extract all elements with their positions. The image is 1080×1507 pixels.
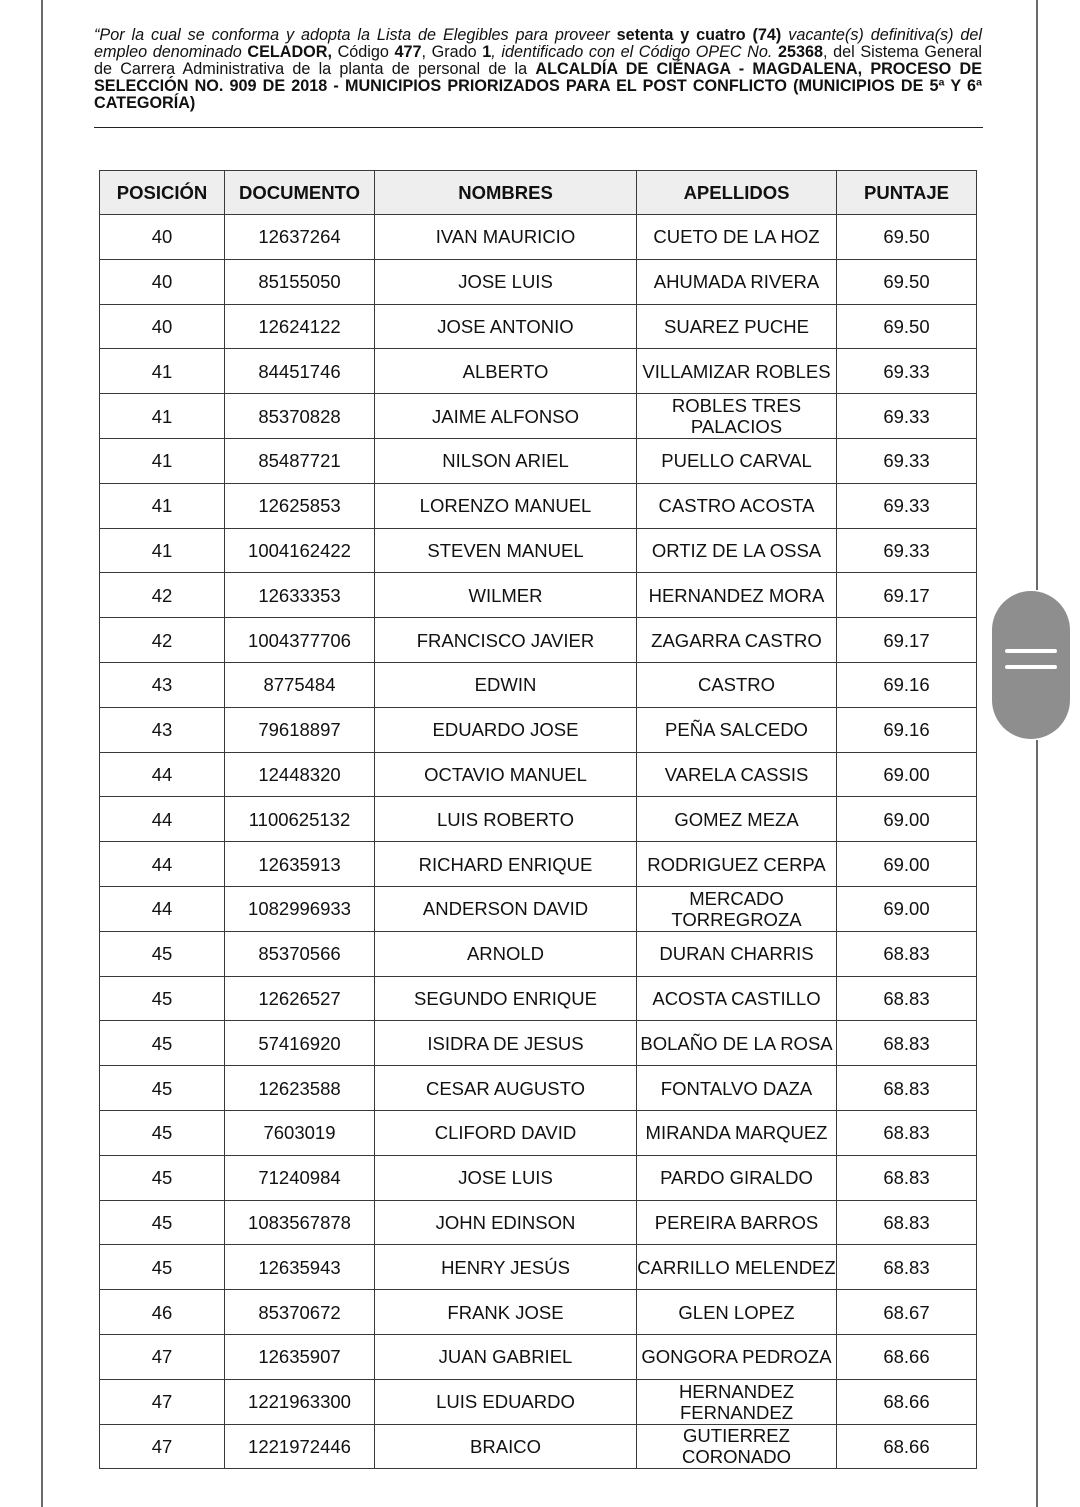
cell-apellidos: VILLAMIZAR ROBLES	[637, 349, 837, 394]
cell-nombres: WILMER	[375, 573, 637, 618]
cell-apellidos: BOLAÑO DE LA ROSA	[637, 1021, 837, 1066]
title-segment: CELADOR,	[247, 43, 332, 61]
cell-puntaje: 68.83	[837, 1110, 977, 1155]
table-row	[100, 707, 977, 752]
cell-posicion: 45	[100, 931, 225, 976]
cell-nombres: IVAN MAURICIO	[375, 215, 637, 260]
cell-documento: 79618897	[225, 707, 375, 752]
cell-puntaje: 69.00	[837, 842, 977, 887]
cell-nombres: LUIS EDUARDO	[375, 1379, 637, 1424]
table-row	[100, 1066, 977, 1111]
page-left-border	[41, 0, 43, 1507]
cell-puntaje: 69.00	[837, 886, 977, 931]
cell-puntaje: 68.83	[837, 1200, 977, 1245]
title-segment: ALCALDÍA DE CIÉNAGA - MAGDALENA, PROCESO DE SELECCIÓN NO. 909 DE 2018 - MUNICIPIOS PRIORIZADOS PARA EL POST CONFLICTO (MUNICIPIOS DE 5ª Y 6ª CATEGORÍA)	[94, 60, 982, 112]
cell-puntaje: 69.33	[837, 438, 977, 483]
cell-posicion: 40	[100, 215, 225, 260]
cell-nombres: LUIS ROBERTO	[375, 797, 637, 842]
cell-documento: 12635943	[225, 1245, 375, 1290]
cell-puntaje: 68.83	[837, 1066, 977, 1111]
cell-documento: 1221963300	[225, 1379, 375, 1424]
cell-puntaje: 69.50	[837, 304, 977, 349]
cell-apellidos: CUETO DE LA HOZ	[637, 215, 837, 260]
cell-nombres: CESAR AUGUSTO	[375, 1066, 637, 1111]
cell-nombres: JUAN GABRIEL	[375, 1334, 637, 1379]
cell-documento: 12623588	[225, 1066, 375, 1111]
table-row	[100, 259, 977, 304]
table-row	[100, 1379, 977, 1424]
cell-apellidos: AHUMADA RIVERA	[637, 259, 837, 304]
cell-apellidos: MIRANDA MARQUEZ	[637, 1110, 837, 1155]
cell-documento: 7603019	[225, 1110, 375, 1155]
cell-puntaje: 69.17	[837, 573, 977, 618]
table-row	[100, 797, 977, 842]
cell-apellidos: PARDO GIRALDO	[637, 1155, 837, 1200]
cell-documento: 1221972446	[225, 1424, 375, 1469]
column-header-posicion: POSICIÓN	[100, 171, 225, 215]
title-segment: setenta y cuatro (74)	[616, 26, 782, 44]
cell-nombres: FRANCISCO JAVIER	[375, 618, 637, 663]
cell-posicion: 44	[100, 886, 225, 931]
cell-documento: 1004162422	[225, 528, 375, 573]
table-row	[100, 349, 977, 394]
cell-posicion: 46	[100, 1290, 225, 1335]
cell-puntaje: 69.33	[837, 483, 977, 528]
table-row	[100, 394, 977, 439]
cell-puntaje: 68.83	[837, 1021, 977, 1066]
cell-documento: 1083567878	[225, 1200, 375, 1245]
table-row	[100, 1155, 977, 1200]
grip-line-bottom	[1005, 665, 1057, 669]
cell-apellidos: DURAN CHARRIS	[637, 931, 837, 976]
cell-nombres: SEGUNDO ENRIQUE	[375, 976, 637, 1021]
table-row	[100, 1424, 977, 1469]
cell-apellidos: PEÑA SALCEDO	[637, 707, 837, 752]
title-segment: Código	[331, 43, 395, 61]
cell-documento: 85487721	[225, 438, 375, 483]
cell-apellidos: RODRIGUEZ CERPA	[637, 842, 837, 887]
eligibles-table	[99, 170, 977, 1469]
cell-puntaje: 68.83	[837, 1155, 977, 1200]
cell-nombres: LORENZO MANUEL	[375, 483, 637, 528]
cell-posicion: 41	[100, 483, 225, 528]
cell-puntaje: 68.66	[837, 1424, 977, 1469]
cell-puntaje: 68.66	[837, 1334, 977, 1379]
cell-documento: 84451746	[225, 349, 375, 394]
cell-apellidos: GUTIERREZ CORONADO	[637, 1424, 837, 1469]
cell-documento: 85370566	[225, 931, 375, 976]
table-row	[100, 528, 977, 573]
table-row	[100, 886, 977, 931]
cell-nombres: ANDERSON DAVID	[375, 886, 637, 931]
table-row	[100, 1334, 977, 1379]
cell-apellidos: GONGORA PEDROZA	[637, 1334, 837, 1379]
cell-documento: 12635907	[225, 1334, 375, 1379]
cell-puntaje: 68.67	[837, 1290, 977, 1335]
cell-nombres: JOSE ANTONIO	[375, 304, 637, 349]
table-row	[100, 976, 977, 1021]
cell-apellidos: ACOSTA CASTILLO	[637, 976, 837, 1021]
cell-puntaje: 69.16	[837, 662, 977, 707]
cell-documento: 12448320	[225, 752, 375, 797]
cell-documento: 85155050	[225, 259, 375, 304]
cell-puntaje: 69.16	[837, 707, 977, 752]
cell-apellidos: FONTALVO DAZA	[637, 1066, 837, 1111]
cell-apellidos: ORTIZ DE LA OSSA	[637, 528, 837, 573]
cell-apellidos: ROBLES TRES PALACIOS	[637, 394, 837, 439]
table-row	[100, 483, 977, 528]
title-segment: , Grado	[421, 43, 483, 61]
table-header-row	[100, 171, 977, 215]
cell-posicion: 44	[100, 752, 225, 797]
column-header-documento: DOCUMENTO	[225, 171, 375, 215]
cell-posicion: 41	[100, 438, 225, 483]
cell-apellidos: CARRILLO MELENDEZ	[637, 1245, 837, 1290]
table-row	[100, 752, 977, 797]
cell-nombres: STEVEN MANUEL	[375, 528, 637, 573]
cell-puntaje: 69.33	[837, 349, 977, 394]
title-segment: 477	[394, 43, 422, 61]
cell-posicion: 40	[100, 259, 225, 304]
cell-documento: 12626527	[225, 976, 375, 1021]
cell-documento: 1100625132	[225, 797, 375, 842]
header-divider	[94, 127, 983, 128]
table-row	[100, 931, 977, 976]
cell-apellidos: SUAREZ PUCHE	[637, 304, 837, 349]
cell-nombres: EDWIN	[375, 662, 637, 707]
table-row	[100, 1021, 977, 1066]
table-row	[100, 1200, 977, 1245]
table-row	[100, 1110, 977, 1155]
title-segment: “Por la cual se conforma y adopta la Lista de Elegibles para proveer	[94, 26, 617, 44]
page-right-border	[1036, 0, 1038, 590]
column-header-puntaje: PUNTAJE	[837, 171, 977, 215]
cell-documento: 1004377706	[225, 618, 375, 663]
cell-posicion: 43	[100, 662, 225, 707]
cell-apellidos: CASTRO	[637, 662, 837, 707]
page-right-border-lower	[1036, 740, 1038, 1507]
cell-puntaje: 69.17	[837, 618, 977, 663]
cell-documento: 85370828	[225, 394, 375, 439]
cell-nombres: CLIFORD DAVID	[375, 1110, 637, 1155]
cell-posicion: 45	[100, 1155, 225, 1200]
cell-posicion: 43	[100, 707, 225, 752]
cell-posicion: 45	[100, 1245, 225, 1290]
title-segment: 25368	[777, 43, 823, 61]
cell-puntaje: 69.50	[837, 215, 977, 260]
cell-nombres: JOSE LUIS	[375, 259, 637, 304]
column-header-nombres: NOMBRES	[375, 171, 637, 215]
cell-posicion: 44	[100, 797, 225, 842]
cell-nombres: EDUARDO JOSE	[375, 707, 637, 752]
table-row	[100, 618, 977, 663]
cell-nombres: BRAICO	[375, 1424, 637, 1469]
cell-documento: 1082996933	[225, 886, 375, 931]
table-row	[100, 842, 977, 887]
grip-line-top	[1005, 649, 1057, 653]
cell-apellidos: HERNANDEZ MORA	[637, 573, 837, 618]
cell-posicion: 45	[100, 976, 225, 1021]
cell-apellidos: CASTRO ACOSTA	[637, 483, 837, 528]
cell-documento: 12635913	[225, 842, 375, 887]
scroll-handle[interactable]	[992, 591, 1070, 739]
title-segment: 1	[482, 43, 492, 61]
cell-documento: 8775484	[225, 662, 375, 707]
cell-puntaje: 69.33	[837, 528, 977, 573]
cell-documento: 12637264	[225, 215, 375, 260]
cell-puntaje: 69.50	[837, 259, 977, 304]
cell-posicion: 45	[100, 1066, 225, 1111]
cell-nombres: ARNOLD	[375, 931, 637, 976]
cell-apellidos: GLEN LOPEZ	[637, 1290, 837, 1335]
cell-nombres: JAIME ALFONSO	[375, 394, 637, 439]
cell-nombres: RICHARD ENRIQUE	[375, 842, 637, 887]
cell-posicion: 42	[100, 573, 225, 618]
cell-documento: 12625853	[225, 483, 375, 528]
cell-apellidos: HERNANDEZ FERNANDEZ	[637, 1379, 837, 1424]
resolution-title	[94, 27, 982, 112]
cell-puntaje: 68.83	[837, 976, 977, 1021]
cell-posicion: 47	[100, 1379, 225, 1424]
table-row	[100, 438, 977, 483]
cell-posicion: 41	[100, 528, 225, 573]
cell-documento: 71240984	[225, 1155, 375, 1200]
cell-posicion: 40	[100, 304, 225, 349]
cell-posicion: 44	[100, 842, 225, 887]
cell-posicion: 41	[100, 394, 225, 439]
cell-nombres: FRANK JOSE	[375, 1290, 637, 1335]
table-row	[100, 215, 977, 260]
cell-apellidos: GOMEZ MEZA	[637, 797, 837, 842]
table-row	[100, 573, 977, 618]
cell-puntaje: 69.33	[837, 394, 977, 439]
cell-posicion: 45	[100, 1021, 225, 1066]
cell-nombres: NILSON ARIEL	[375, 438, 637, 483]
title-segment: , identificado con el Código OPEC No.	[491, 43, 778, 61]
cell-apellidos: PUELLO CARVAL	[637, 438, 837, 483]
cell-posicion: 47	[100, 1424, 225, 1469]
cell-nombres: JOHN EDINSON	[375, 1200, 637, 1245]
table-row	[100, 1290, 977, 1335]
cell-puntaje: 69.00	[837, 797, 977, 842]
cell-posicion: 41	[100, 349, 225, 394]
cell-nombres: HENRY JESÚS	[375, 1245, 637, 1290]
cell-nombres: ISIDRA DE JESUS	[375, 1021, 637, 1066]
cell-apellidos: PEREIRA BARROS	[637, 1200, 837, 1245]
cell-nombres: ALBERTO	[375, 349, 637, 394]
cell-posicion: 45	[100, 1110, 225, 1155]
cell-nombres: JOSE LUIS	[375, 1155, 637, 1200]
cell-documento: 12633353	[225, 573, 375, 618]
cell-documento: 85370672	[225, 1290, 375, 1335]
title-segment: , del Sistema General de Carrera Administrativa de la planta de personal de la	[94, 43, 982, 78]
column-header-apellidos: APELLIDOS	[637, 171, 837, 215]
cell-posicion: 47	[100, 1334, 225, 1379]
cell-apellidos: VARELA CASSIS	[637, 752, 837, 797]
cell-puntaje: 68.66	[837, 1379, 977, 1424]
cell-apellidos: ZAGARRA CASTRO	[637, 618, 837, 663]
cell-puntaje: 68.83	[837, 1245, 977, 1290]
cell-nombres: OCTAVIO MANUEL	[375, 752, 637, 797]
cell-puntaje: 69.00	[837, 752, 977, 797]
cell-apellidos: MERCADO TORREGROZA	[637, 886, 837, 931]
title-segment: vacante(s) definitiva(s) del empleo denominado	[94, 26, 982, 61]
cell-puntaje: 68.83	[837, 931, 977, 976]
table-row	[100, 1245, 977, 1290]
cell-posicion: 42	[100, 618, 225, 663]
cell-documento: 12624122	[225, 304, 375, 349]
table-row	[100, 662, 977, 707]
table-row	[100, 304, 977, 349]
cell-posicion: 45	[100, 1200, 225, 1245]
cell-documento: 57416920	[225, 1021, 375, 1066]
